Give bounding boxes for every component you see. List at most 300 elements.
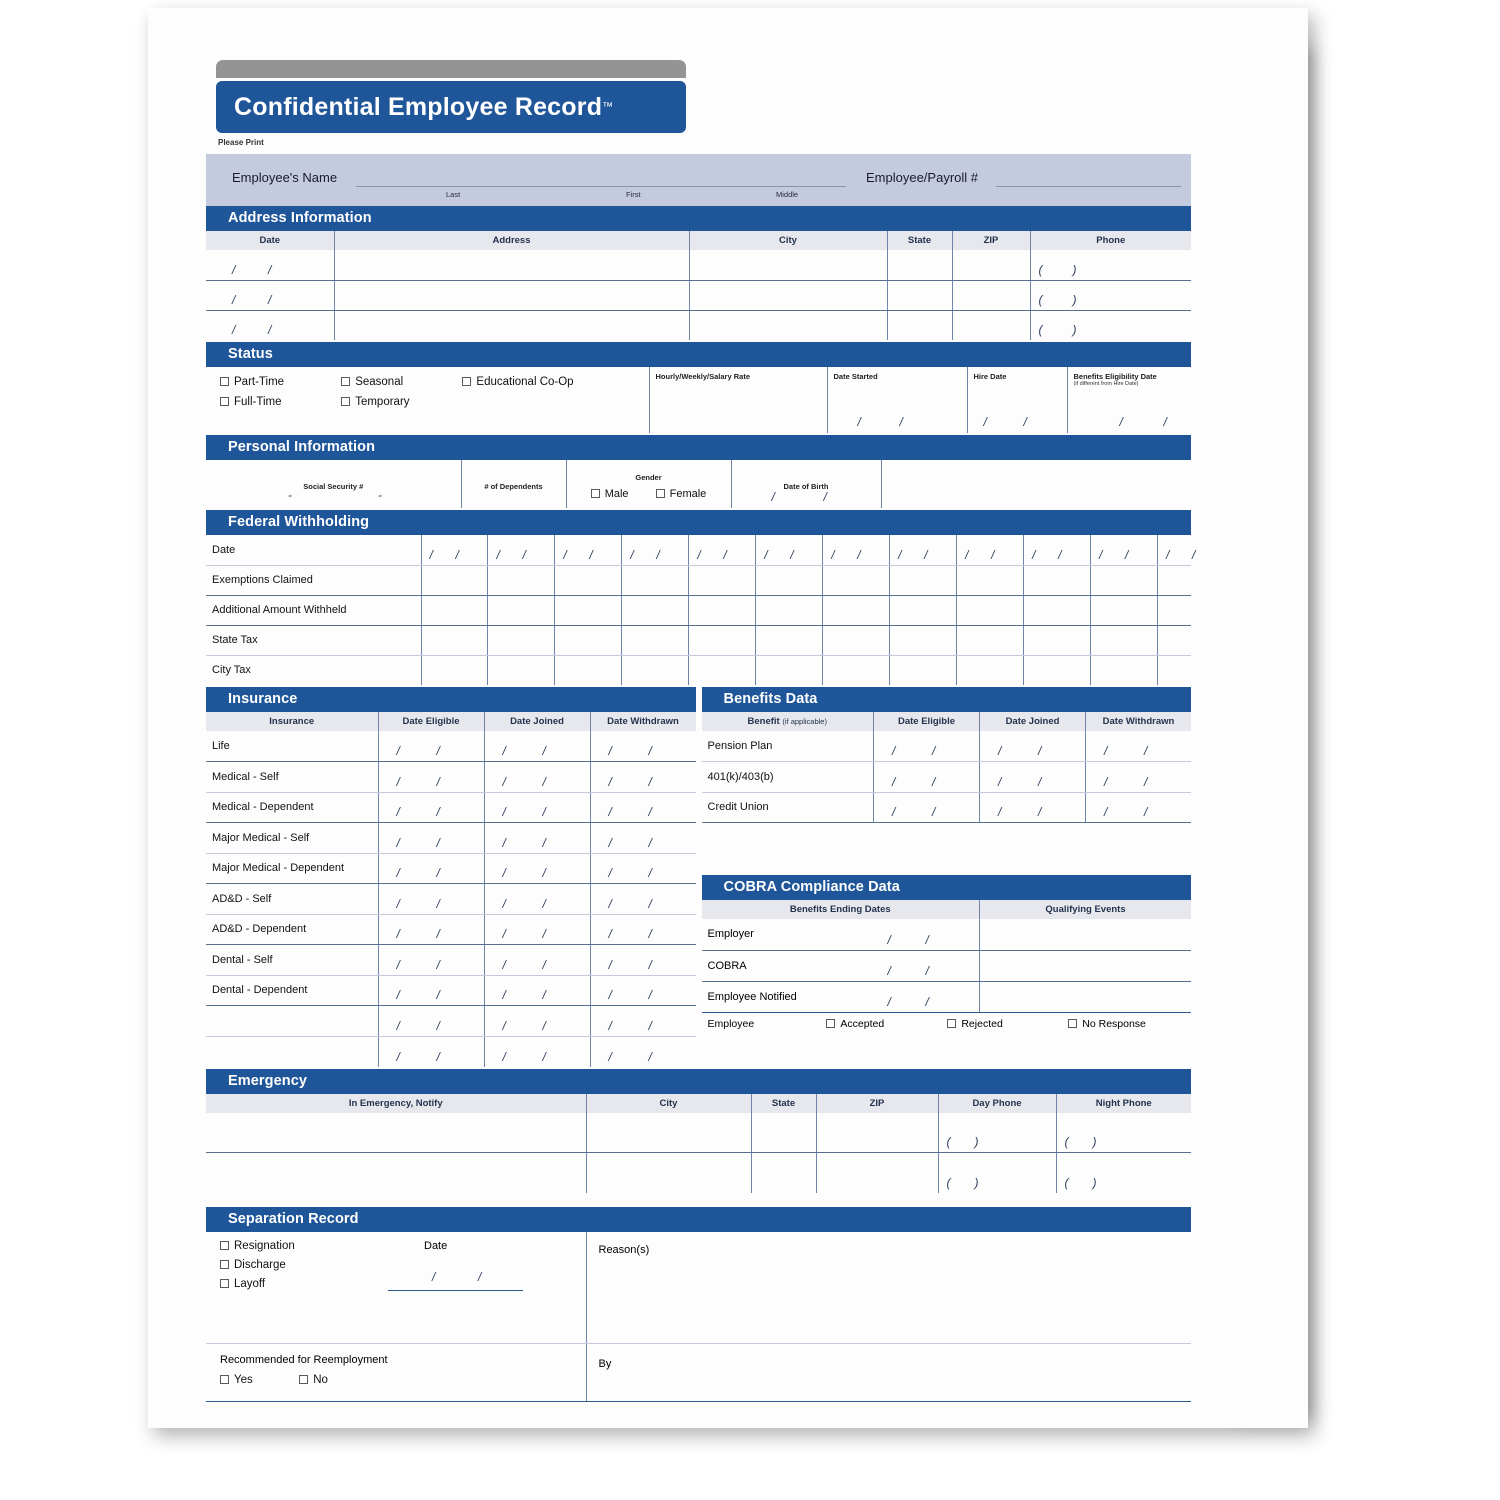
table-row (206, 1036, 696, 1067)
personal-table (206, 460, 1191, 508)
insurance-row-label: Life (206, 731, 378, 762)
emergency-col-state: State (751, 1094, 816, 1113)
section-header-federal: Federal Withholding (206, 510, 1191, 535)
status-benefits-eligibility-sub: (if different from Hire Date) (1073, 381, 1139, 387)
federal-value-cell[interactable] (1157, 625, 1191, 655)
checkbox-icon[interactable] (220, 1279, 229, 1288)
dependents-label: # of Dependents (484, 481, 543, 491)
table-row (206, 731, 696, 762)
cobra-qualifying-event-cell[interactable] (980, 981, 1192, 1012)
benefits-block (702, 687, 1192, 1067)
separation-date-label: Date (424, 1239, 448, 1252)
status-option-full-time[interactable]: Full-Time (220, 396, 338, 408)
federal-value-cell[interactable] (1091, 565, 1158, 595)
checkbox-icon[interactable] (341, 397, 350, 406)
address-col-city: City (689, 231, 887, 250)
federal-value-cell[interactable] (555, 595, 622, 625)
status-rate-label: Hourly/Weekly/Salary Rate (655, 372, 750, 381)
cobra-row-label[interactable]: Employee Notified / / (702, 981, 980, 1012)
checkbox-icon[interactable] (220, 1375, 229, 1384)
federal-row-city-tax: City Tax (206, 655, 421, 685)
federal-date-cell[interactable]: / / (421, 535, 488, 565)
federal-date-cell[interactable]: / / (890, 535, 957, 565)
cobra-col-qualifying-events: Qualifying Events (980, 900, 1192, 919)
insurance-row-label: Medical - Dependent (206, 792, 378, 823)
separation-reason-label: Reason(s) (598, 1243, 650, 1256)
benefits-table (702, 712, 1192, 823)
federal-value-cell[interactable] (1024, 625, 1091, 655)
federal-value-cell[interactable] (756, 595, 823, 625)
table-row (702, 919, 1192, 950)
emergency-day-phone-cell[interactable]: ( ) (938, 1113, 1056, 1153)
insurance-col-withdrawn: Date Withdrawn (590, 712, 696, 731)
form-content (206, 60, 1196, 1402)
federal-date-cell[interactable]: / / (488, 535, 555, 565)
insurance-row-label (206, 1036, 378, 1067)
table-row (702, 762, 1192, 793)
benefits-row-label: 401(k)/403(b) (702, 762, 874, 793)
federal-value-cell[interactable] (1024, 655, 1091, 685)
federal-date-cell[interactable]: / / (823, 535, 890, 565)
address-col-zip: ZIP (952, 231, 1030, 250)
separation-reason-checkboxes: Resignation Discharge Layoff Date / / (206, 1232, 586, 1344)
table-row (206, 565, 1191, 595)
reemployment-label: Recommended for Reemployment (220, 1354, 388, 1366)
federal-row-additional: Additional Amount Withheld (206, 595, 421, 625)
insurance-date-joined-cell[interactable]: / / (484, 823, 590, 854)
federal-value-cell[interactable] (823, 655, 890, 685)
insurance-date-eligible-cell[interactable]: / / (378, 1036, 484, 1067)
federal-value-cell[interactable] (1091, 655, 1158, 685)
benefits-date-withdrawn-cell[interactable]: / / (1086, 731, 1192, 762)
emergency-day-phone-cell[interactable]: ( ) (938, 1153, 1056, 1193)
cobra-employee-label: Employee (707, 1017, 755, 1030)
federal-row-date: Date (206, 535, 421, 565)
checkbox-icon[interactable] (341, 377, 350, 386)
federal-value-cell[interactable] (488, 625, 555, 655)
section-header-cobra: COBRA Compliance Data (702, 875, 1192, 900)
gender-option-female[interactable]: Female (656, 488, 707, 500)
emergency-city-cell[interactable] (586, 1153, 751, 1193)
federal-value-cell[interactable] (421, 625, 488, 655)
address-state-cell[interactable] (887, 280, 952, 310)
federal-value-cell[interactable] (1157, 595, 1191, 625)
federal-value-cell[interactable] (1024, 595, 1091, 625)
section-header-personal: Personal Information (206, 435, 1191, 460)
status-date-started-cell[interactable]: Date Started / / (827, 367, 967, 433)
insurance-date-eligible-cell[interactable]: / / (378, 914, 484, 945)
federal-value-cell[interactable] (957, 625, 1024, 655)
insurance-row-label: Dental - Self (206, 945, 378, 976)
federal-value-cell[interactable] (488, 655, 555, 685)
emergency-night-phone-cell[interactable]: ( ) (1056, 1113, 1191, 1153)
insurance-date-withdrawn-cell[interactable]: / / (590, 762, 696, 793)
dob-label: Date of Birth (783, 481, 829, 491)
checkbox-icon[interactable] (220, 1260, 229, 1269)
insurance-date-withdrawn-cell[interactable]: / / (590, 914, 696, 945)
checkbox-icon[interactable] (1068, 1019, 1077, 1028)
table-row (206, 625, 1191, 655)
reemployment-option-yes[interactable]: Yes (220, 1374, 296, 1386)
benefits-date-eligible-cell[interactable]: / / (874, 762, 980, 793)
federal-value-cell[interactable] (756, 655, 823, 685)
checkbox-icon[interactable] (462, 377, 471, 386)
federal-value-cell[interactable] (890, 565, 957, 595)
emergency-state-cell[interactable] (751, 1153, 816, 1193)
table-row (206, 884, 696, 915)
benefit-note: (if applicable) (782, 717, 827, 726)
address-phone-cell[interactable]: ( ) (1030, 250, 1191, 280)
separation-date-input-line[interactable] (388, 1290, 523, 1291)
cobra-employee-cell (702, 1013, 1192, 1034)
separation-by-cell[interactable] (586, 1344, 1191, 1402)
insurance-col-name: Insurance (206, 712, 378, 731)
insurance-date-withdrawn-cell[interactable]: / / (590, 884, 696, 915)
payroll-number-input-line[interactable] (996, 186, 1181, 187)
insurance-col-eligible: Date Eligible (378, 712, 484, 731)
address-state-cell[interactable] (887, 310, 952, 340)
federal-value-cell[interactable] (756, 625, 823, 655)
address-date-cell[interactable]: / / (206, 250, 334, 280)
table-row (206, 762, 696, 793)
insurance-column-headers (206, 712, 696, 731)
insurance-row-label: AD&D - Dependent (206, 914, 378, 945)
insurance-date-joined-cell[interactable]: / / (484, 884, 590, 915)
federal-value-cell[interactable] (421, 595, 488, 625)
insurance-date-joined-cell[interactable]: / / (484, 945, 590, 976)
insurance-date-withdrawn-cell[interactable]: / / (590, 731, 696, 762)
cobra-column-headers (702, 900, 1192, 919)
table-row (702, 950, 1192, 981)
section-header-address: Address Information (206, 206, 1191, 231)
insurance-date-eligible-cell[interactable]: / / (378, 975, 484, 1006)
federal-value-cell[interactable] (622, 595, 689, 625)
address-phone-cell[interactable]: ( ) (1038, 323, 1077, 337)
checkbox-icon[interactable] (591, 489, 600, 498)
federal-value-cell[interactable] (1157, 655, 1191, 685)
cobra-row-label[interactable]: Employer / / (702, 919, 980, 950)
federal-date-cell[interactable]: / / (555, 535, 622, 565)
insurance-date-joined-cell[interactable]: / / (484, 853, 590, 884)
benefits-col-withdrawn: Date Withdrawn (1086, 712, 1192, 731)
federal-value-cell[interactable] (890, 625, 957, 655)
emergency-zip-cell[interactable] (816, 1113, 938, 1153)
table-row (206, 1006, 696, 1037)
document-title-bar (216, 81, 686, 133)
payroll-number-label: Employee/Payroll # (866, 170, 978, 185)
address-column-headers (206, 231, 1191, 250)
federal-value-cell[interactable] (622, 565, 689, 595)
table-row (206, 655, 1191, 685)
address-city-cell[interactable] (689, 250, 887, 280)
insurance-date-joined-cell[interactable]: / / (484, 762, 590, 793)
emergency-col-day-phone: Day Phone (938, 1094, 1056, 1113)
insurance-date-withdrawn-cell[interactable]: / / (590, 823, 696, 854)
table-row (702, 731, 1192, 762)
insurance-date-withdrawn-cell[interactable]: / / (590, 792, 696, 823)
cobra-option-accepted[interactable]: Accepted (826, 1018, 944, 1030)
checkbox-icon[interactable] (947, 1019, 956, 1028)
federal-date-cell[interactable]: / / (1157, 535, 1191, 565)
address-phone-cell[interactable]: ( ) (1030, 280, 1191, 310)
federal-value-cell[interactable] (1024, 565, 1091, 595)
section-header-emergency: Emergency (206, 1069, 1191, 1094)
federal-value-cell[interactable] (957, 595, 1024, 625)
benefits-column-headers (702, 712, 1192, 731)
federal-value-cell[interactable] (622, 655, 689, 685)
federal-value-cell[interactable] (1157, 565, 1191, 595)
emergency-state-cell[interactable] (751, 1113, 816, 1153)
insurance-date-eligible-cell[interactable]: / / (378, 762, 484, 793)
status-hire-date-label: Hire Date (973, 372, 1007, 381)
benefits-date-withdrawn-cell[interactable]: / / (1086, 762, 1192, 793)
insurance-date-withdrawn-cell[interactable]: / / (608, 1049, 652, 1064)
name-sub-last: Last (446, 190, 461, 199)
federal-value-cell[interactable] (622, 625, 689, 655)
section-header-status: Status (206, 342, 1191, 367)
table-row (702, 792, 1192, 823)
emergency-col-zip: ZIP (816, 1094, 938, 1113)
address-date-cell[interactable]: / / (206, 310, 334, 340)
table-row (206, 853, 696, 884)
insurance-row-label (206, 1006, 378, 1037)
emergency-city-cell[interactable] (586, 1113, 751, 1153)
emergency-table (206, 1094, 1191, 1193)
employee-name-band (206, 154, 1191, 206)
status-option-temporary[interactable]: Temporary (341, 396, 409, 408)
table-row (206, 823, 696, 854)
insurance-table (206, 712, 696, 1067)
employee-name-input-line[interactable] (356, 186, 846, 187)
benefits-col-joined: Date Joined (980, 712, 1086, 731)
benefits-date-joined-cell[interactable]: / / (980, 731, 1086, 762)
page-title: Confidential Employee Record (234, 92, 603, 121)
address-street-cell[interactable] (334, 250, 689, 280)
insurance-date-eligible-cell[interactable]: / / (378, 884, 484, 915)
insurance-date-joined-cell[interactable]: / / (484, 975, 590, 1006)
federal-value-cell[interactable] (689, 595, 756, 625)
checkbox-icon[interactable] (826, 1019, 835, 1028)
checkbox-icon[interactable] (656, 489, 665, 498)
status-option-seasonal[interactable]: Seasonal (341, 376, 459, 388)
benefits-date-eligible-cell[interactable]: / / (874, 792, 980, 823)
cobra-qualifying-event-cell[interactable] (980, 919, 1192, 950)
form-page (148, 8, 1308, 1428)
emergency-col-notify: In Emergency, Notify (206, 1094, 586, 1113)
federal-value-cell[interactable] (689, 565, 756, 595)
status-checkbox-row-2 (220, 396, 649, 408)
address-col-date: Date (206, 231, 334, 250)
address-col-state: State (887, 231, 952, 250)
table-row (206, 280, 1191, 310)
federal-value-cell[interactable] (1091, 595, 1158, 625)
table-row (206, 792, 696, 823)
federal-date-cell[interactable]: / / (689, 535, 756, 565)
address-zip-cell[interactable] (952, 310, 1030, 340)
please-print-note: Please Print (218, 138, 264, 147)
federal-value-cell[interactable] (555, 565, 622, 595)
emergency-column-headers (206, 1094, 1191, 1113)
benefits-date-eligible-cell[interactable]: / / (874, 731, 980, 762)
insurance-date-joined-cell[interactable]: / / (484, 731, 590, 762)
status-table (206, 367, 1191, 433)
table-row (206, 595, 1191, 625)
emergency-col-city: City (586, 1094, 751, 1113)
table-row (206, 914, 696, 945)
federal-value-cell[interactable] (555, 625, 622, 655)
name-sub-middle: Middle (776, 190, 799, 199)
ssn-cell[interactable]: Social Security # - - (206, 460, 461, 508)
insurance-date-joined-cell[interactable]: / / (484, 914, 590, 945)
address-street-cell[interactable] (334, 310, 689, 340)
dob-cell[interactable]: Date of Birth / / (731, 460, 881, 508)
federal-row-state-tax: State Tax (206, 625, 421, 655)
section-header-separation: Separation Record (206, 1207, 1191, 1232)
federal-date-cell[interactable]: / / (957, 535, 1024, 565)
insurance-date-joined-cell[interactable]: / / (484, 792, 590, 823)
status-checkbox-group (206, 367, 649, 433)
address-table (206, 231, 1191, 340)
insurance-benefits-row (206, 687, 1191, 1067)
gender-option-male[interactable]: Male (591, 488, 629, 500)
insurance-date-eligible-cell[interactable]: / / (378, 853, 484, 884)
address-state-cell[interactable] (887, 250, 952, 280)
federal-value-cell[interactable] (689, 655, 756, 685)
address-city-cell[interactable] (689, 280, 887, 310)
address-city-cell[interactable] (689, 310, 887, 340)
federal-date-cell[interactable]: / / (756, 535, 823, 565)
separation-reason-cell[interactable] (586, 1232, 1191, 1344)
insurance-date-eligible-cell[interactable]: / / (378, 731, 484, 762)
federal-value-cell[interactable] (823, 625, 890, 655)
employee-name-label: Employee's Name (232, 170, 338, 185)
decorative-gray-bar (216, 60, 686, 78)
address-zip-cell[interactable] (952, 250, 1030, 280)
insurance-date-eligible-cell[interactable]: / / (378, 823, 484, 854)
table-row (206, 975, 696, 1006)
cobra-col-ending-dates: Benefits Ending Dates (702, 900, 980, 919)
address-zip-cell[interactable] (952, 280, 1030, 310)
federal-value-cell[interactable] (488, 565, 555, 595)
federal-value-cell[interactable] (555, 655, 622, 685)
insurance-date-withdrawn-cell[interactable]: / / (590, 1006, 696, 1037)
table-row (206, 250, 1191, 280)
address-date-cell[interactable]: / / (206, 280, 334, 310)
emergency-night-phone-cell[interactable]: ( ) (1064, 1175, 1097, 1190)
federal-value-cell[interactable] (957, 655, 1024, 685)
federal-value-cell[interactable] (957, 565, 1024, 595)
insurance-row-label: Major Medical - Dependent (206, 853, 378, 884)
emergency-zip-cell[interactable] (816, 1153, 938, 1193)
insurance-date-withdrawn-cell[interactable]: / / (590, 975, 696, 1006)
status-benefits-eligibility-label: Benefits Eligibility Date (1073, 372, 1157, 381)
separation-reemployment-cell (206, 1344, 586, 1402)
federal-value-cell[interactable] (488, 595, 555, 625)
status-option-part-time[interactable]: Part-Time (220, 376, 338, 388)
table-row (702, 981, 1192, 1012)
federal-value-cell[interactable] (823, 595, 890, 625)
cobra-row-label[interactable]: COBRA / / (702, 950, 980, 981)
federal-withholding-table (206, 535, 1196, 685)
benefits-date-withdrawn-cell[interactable]: / / (1086, 792, 1192, 823)
status-hire-date-cell[interactable]: Hire Date / / (967, 367, 1067, 433)
address-street-cell[interactable] (334, 280, 689, 310)
status-option-educational-coop[interactable]: Educational Co-Op (462, 376, 573, 388)
checkbox-icon[interactable] (220, 397, 229, 406)
section-header-insurance: Insurance (206, 687, 696, 712)
federal-date-cell[interactable]: / / (1024, 535, 1091, 565)
checkbox-icon[interactable] (220, 377, 229, 386)
separation-option-resignation[interactable]: Resignation (220, 1240, 586, 1252)
gender-label: Gender (635, 472, 662, 482)
benefits-row-label: Pension Plan (702, 731, 874, 762)
status-benefits-eligibility-cell[interactable]: Benefits Eligibility Date (if different from Hire Date) / / (1067, 367, 1191, 433)
federal-value-cell[interactable] (890, 595, 957, 625)
federal-value-cell[interactable] (756, 565, 823, 595)
benefits-spacer (702, 823, 1192, 875)
gender-cell (566, 460, 731, 508)
insurance-row-label: AD&D - Self (206, 884, 378, 915)
federal-value-cell[interactable] (421, 655, 488, 685)
status-rate-cell[interactable] (649, 367, 827, 433)
federal-value-cell[interactable] (1091, 625, 1158, 655)
cobra-qualifying-event-cell[interactable] (980, 950, 1192, 981)
table-row (206, 535, 1191, 565)
cobra-option-no-response[interactable]: No Response (1068, 1018, 1146, 1030)
cobra-option-rejected[interactable]: Rejected (947, 1018, 1065, 1030)
table-row (206, 1113, 1191, 1153)
name-sub-first: First (626, 190, 641, 199)
federal-value-cell[interactable] (890, 655, 957, 685)
federal-date-cell[interactable]: / / (1091, 535, 1158, 565)
insurance-date-joined-cell[interactable]: / / (484, 1006, 590, 1037)
separation-by-label: By (598, 1358, 612, 1370)
benefits-col-name: Benefit (if applicable) (702, 712, 874, 731)
reemployment-option-no[interactable]: No (299, 1374, 328, 1386)
status-checkbox-row-1 (220, 376, 649, 388)
table-row (206, 945, 696, 976)
emergency-notify-cell[interactable] (206, 1113, 586, 1153)
federal-row-exemptions: Exemptions Claimed (206, 565, 421, 595)
address-col-address: Address (334, 231, 689, 250)
insurance-date-withdrawn-cell[interactable]: / / (590, 853, 696, 884)
trademark-symbol: ™ (602, 101, 614, 113)
ssn-label: Social Security # (303, 481, 364, 491)
separation-option-discharge[interactable]: Discharge (220, 1259, 586, 1271)
checkbox-icon[interactable] (299, 1375, 308, 1384)
address-col-phone: Phone (1030, 231, 1191, 250)
federal-date-cell[interactable]: / / (622, 535, 689, 565)
insurance-date-eligible-cell[interactable]: / / (378, 1006, 484, 1037)
emergency-notify-cell[interactable] (206, 1153, 586, 1193)
insurance-row-label: Medical - Self (206, 762, 378, 793)
insurance-date-eligible-cell[interactable]: / / (378, 945, 484, 976)
federal-value-cell[interactable] (823, 565, 890, 595)
personal-blank-cell (881, 460, 1191, 508)
insurance-date-withdrawn-cell[interactable]: / / (590, 945, 696, 976)
dependents-cell[interactable] (461, 460, 566, 508)
federal-value-cell[interactable] (421, 565, 488, 595)
benefits-date-joined-cell[interactable]: / / (980, 792, 1086, 823)
checkbox-icon[interactable] (220, 1241, 229, 1250)
table-row (206, 1153, 1191, 1193)
separation-option-layoff[interactable]: Layoff (220, 1278, 586, 1290)
insurance-row-label: Dental - Dependent (206, 975, 378, 1006)
federal-value-cell[interactable] (689, 625, 756, 655)
insurance-date-joined-cell[interactable]: / / (484, 1036, 590, 1067)
insurance-date-eligible-cell[interactable]: / / (378, 792, 484, 823)
benefits-date-joined-cell[interactable]: / / (980, 762, 1086, 793)
